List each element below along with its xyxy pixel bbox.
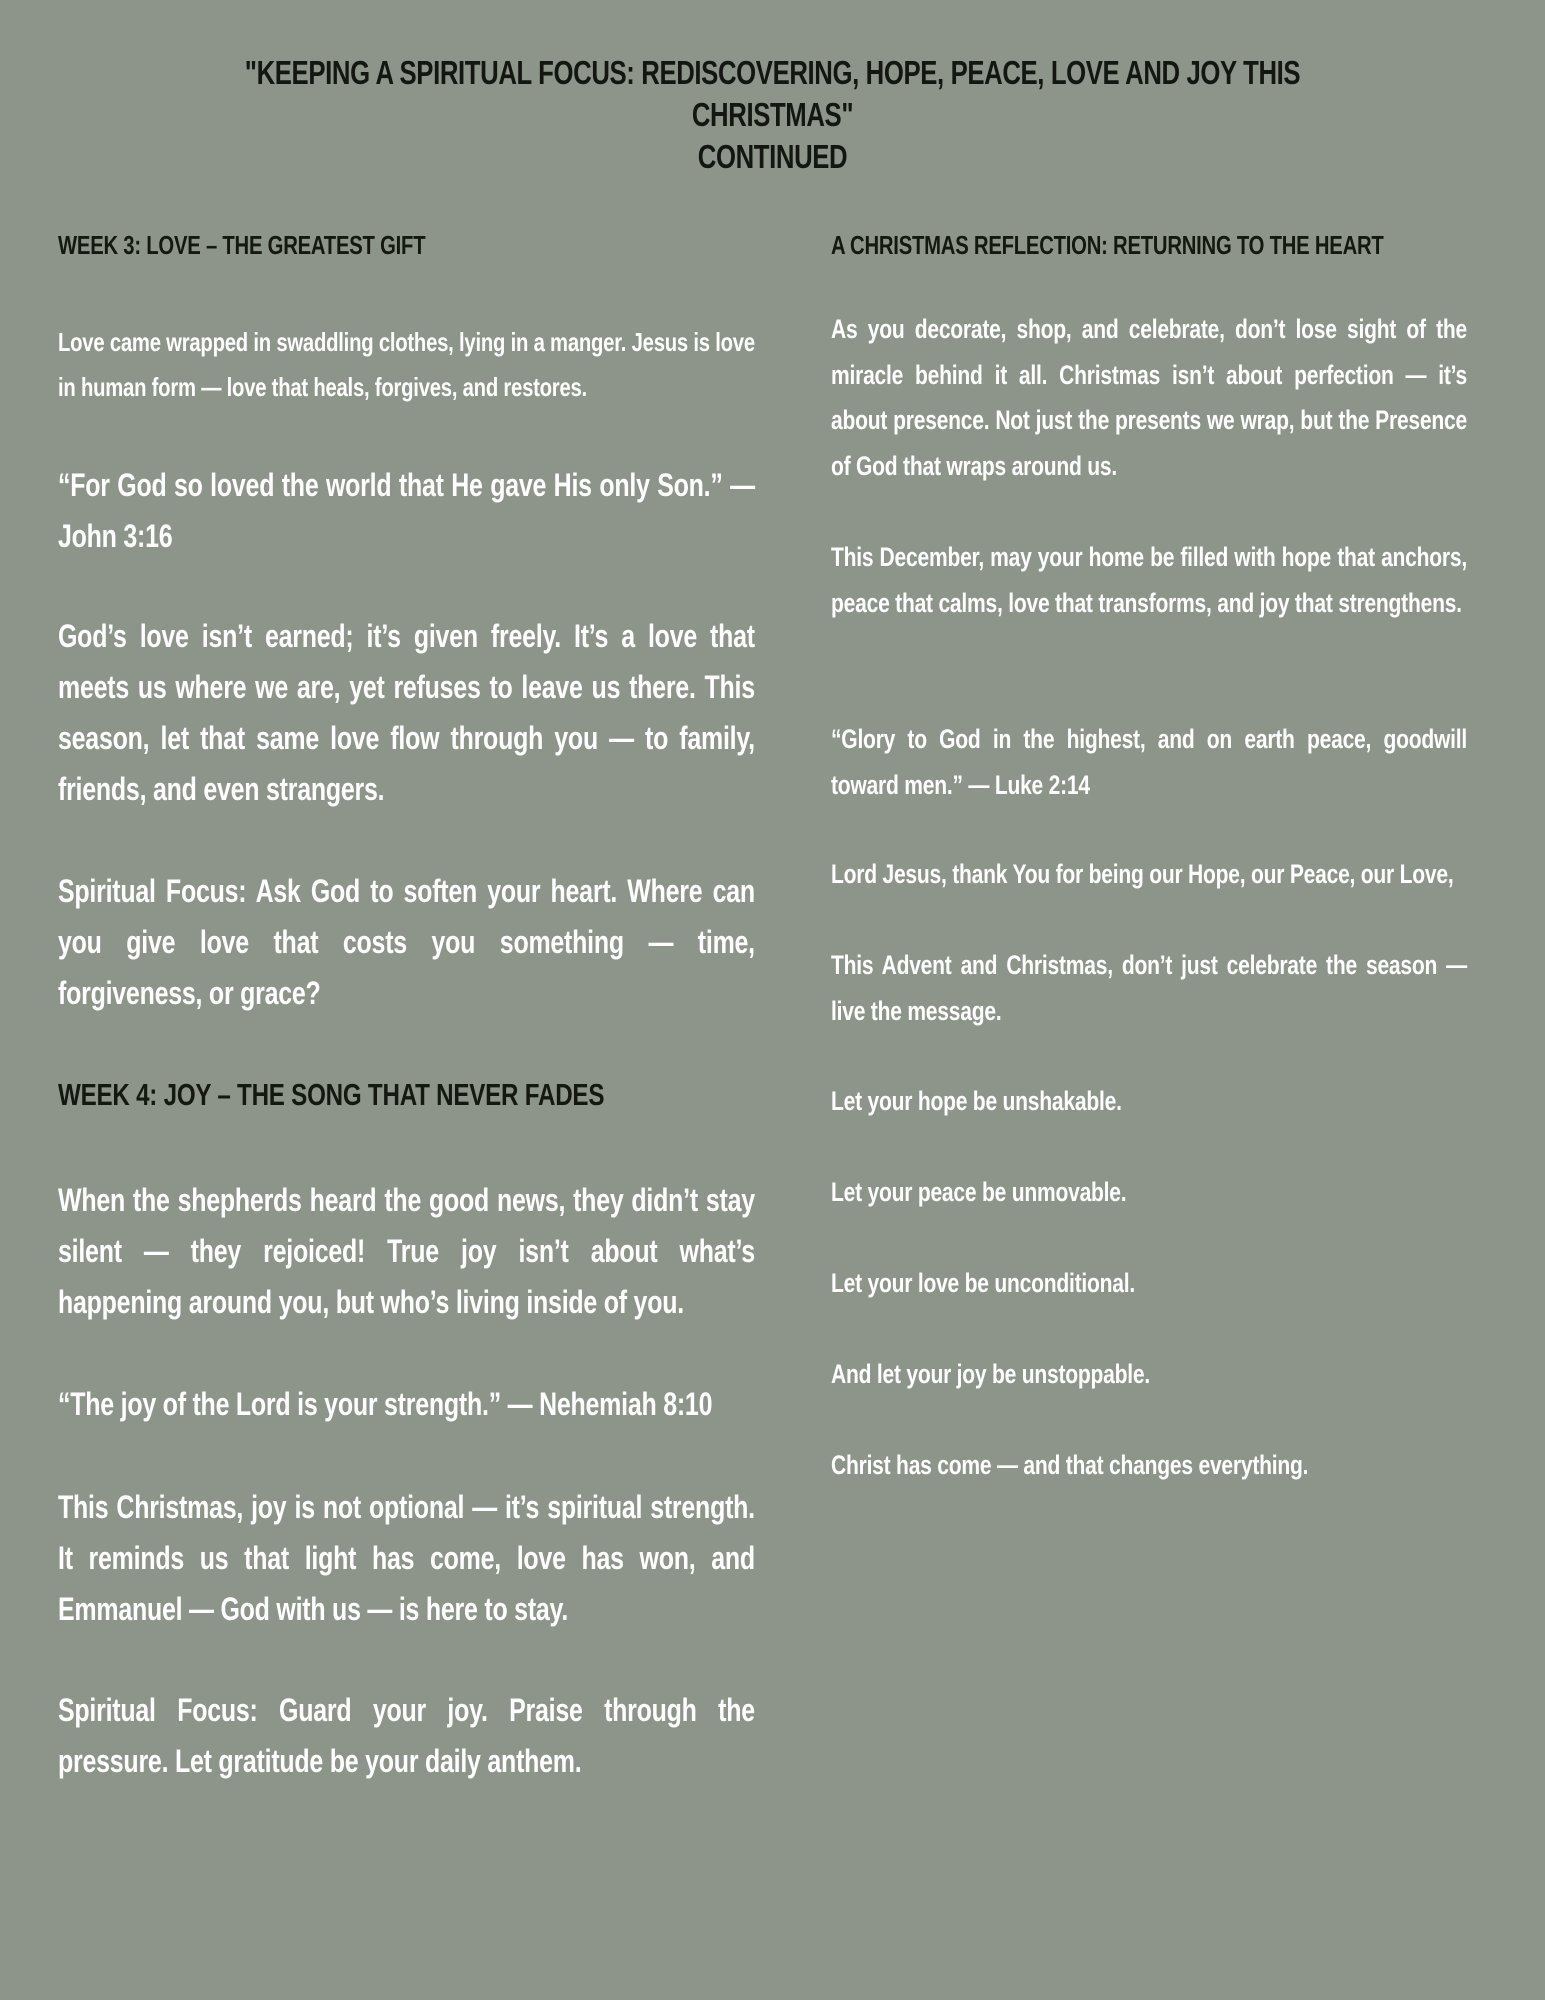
page-title bbox=[170, 52, 1375, 178]
week4-heading: WEEK 4: JOY – THE SONG THAT NEVER FADES bbox=[58, 1077, 605, 1112]
week4-intro-paragraph: When the shepherds heard the good news, they didn’t stay silent — they rejoiced! True joy isn’t about what’s happening around you, but who’s living inside of you. bbox=[58, 1182, 755, 1320]
week4-scripture-quote: “The joy of the Lord is your strength.” — Nehemiah 8:10 bbox=[58, 1386, 713, 1422]
reflection-prayer: Lord Jesus, thank You for being our Hope, our Peace, our Love, bbox=[831, 859, 1454, 889]
week3-body-paragraph: God’s love isn’t earned; it’s given freely. It’s a love that meets us where we are, yet refuses to leave us there. This season, let that same love flow through you — to family, friends, and even strangers. bbox=[58, 618, 755, 807]
reflection-line-hope: Let your hope be unshakable. bbox=[831, 1086, 1122, 1116]
reflection-paragraph-2: This December, may your home be filled with hope that anchors, peace that calms, love that transforms, and joy that strengthens. bbox=[831, 542, 1467, 618]
reflection-scripture-quote: “Glory to God in the highest, and on earth peace, goodwill toward men.” — Luke 2:14 bbox=[831, 724, 1467, 800]
week4-spiritual-focus: Spiritual Focus: Guard your joy. Praise through the pressure. Let gratitude be your daily anthem. bbox=[58, 1692, 755, 1779]
week3-scripture-quote: “For God so loved the world that He gave His only Son.” — John 3:16 bbox=[58, 467, 755, 554]
week4-body-paragraph: This Christmas, joy is not optional — it’s spiritual strength. It reminds us that light has come, love has won, and Emmanuel — God with us — is here to stay. bbox=[58, 1489, 755, 1627]
reflection-paragraph-3: This Advent and Christmas, don’t just celebrate the season — live the message. bbox=[831, 950, 1467, 1026]
reflection-paragraph-1: As you decorate, shop, and celebrate, don’t lose sight of the miracle behind it all. Christmas isn’t about perfection — it’s about presence. Not just the presents we wrap, but the Presence of God that wraps around us. bbox=[831, 314, 1467, 481]
reflection-line-joy: And let your joy be unstoppable. bbox=[831, 1359, 1150, 1389]
week3-spiritual-focus: Spiritual Focus: Ask God to soften your heart. Where can you give love that costs you something — time, forgiveness, or grace? bbox=[58, 873, 755, 1011]
reflection-line-peace: Let your peace be unmovable. bbox=[831, 1177, 1127, 1207]
reflection-heading: A CHRISTMAS REFLECTION: RETURNING TO THE HEART bbox=[831, 230, 1384, 260]
week3-heading: WEEK 3: LOVE – THE GREATEST GIFT bbox=[58, 230, 426, 260]
week3-intro-paragraph: Love came wrapped in swaddling clothes, lying in a manger. Jesus is love in human form — love that heals, forgives, and restores. bbox=[58, 327, 755, 402]
reflection-line-love: Let your love be unconditional. bbox=[831, 1268, 1135, 1298]
page-title-line-1: "KEEPING A SPIRITUAL FOCUS: REDISCOVERING, HOPE, PEACE, LOVE AND JOY THIS CHRISTMAS" bbox=[244, 54, 1301, 133]
reflection-closing-line: Christ has come — and that changes everything. bbox=[831, 1450, 1309, 1480]
page-title-line-2: CONTINUED bbox=[697, 138, 848, 175]
